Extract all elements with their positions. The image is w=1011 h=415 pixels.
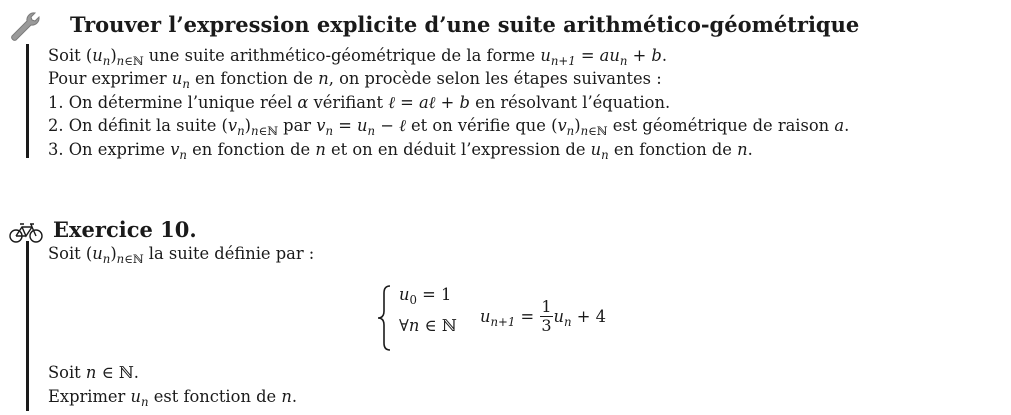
exercise-title: Exercice 10. xyxy=(53,217,197,242)
exercise-intro: Soit $(u_n)_{n\in ℕ}$ la suite définie par : xyxy=(48,244,315,267)
exercise-tail-line-1: Soit n ∈ ℕ. xyxy=(48,363,139,382)
method-title: Trouver l’expression explicite d’une suite arithmético-géométrique xyxy=(70,12,860,37)
method-line-1: Soit $(u_n)_{n\in ℕ}$ une suite arithmético-géométrique de la forme $u_{n+1} = au_n + b$. xyxy=(48,46,668,69)
recurrence-relation: $u_{n+1}$ = $\frac{1}{3}$ $u_n + 4$ xyxy=(480,297,606,335)
method-step-2: 2. On définit la suite $(v_n)_{n\in ℕ}$ par $v_n = u_n$ − ℓ et on vérifie que $(v_n)_{n\in ℕ}$ est géométrique de raison a. xyxy=(48,116,850,139)
math-sequence-un: $(u_n)_{n\in ℕ}$ xyxy=(85,46,144,69)
exercise-question xyxy=(48,361,297,409)
fraction-one-third: $\frac{1}{3}$ xyxy=(541,297,552,335)
left-brace xyxy=(376,285,392,351)
method-body xyxy=(48,44,849,161)
method-line-2: Pour exprimer $u_n$ en fonction de n, on procède selon les étapes suivantes : xyxy=(48,69,662,92)
initial-condition: $u_0 = 1$ xyxy=(399,285,452,308)
method-left-rule xyxy=(26,44,29,158)
method-step-3: 3. On exprime $v_n$ en fonction de n et on en déduit l’expression de $u_n$ en fonction de n. xyxy=(48,139,753,162)
exercise-left-rule xyxy=(26,241,29,411)
bicycle-icon xyxy=(9,221,43,243)
wrench-icon xyxy=(8,10,42,44)
exercise-tail-line-2: Exprimer $u_n$ est fonction de n. xyxy=(48,387,298,410)
method-step-1: 1. On détermine l’unique réel α vérifiant ℓ = aℓ + b en résolvant l’équation. xyxy=(48,92,671,112)
math-fixed-point: ℓ = aℓ + b xyxy=(388,92,470,112)
recurrence-quantifier: ∀n ∈ ℕ xyxy=(399,316,457,335)
math-recurrence: $u_{n+1} = au_n + b$ xyxy=(540,46,662,69)
